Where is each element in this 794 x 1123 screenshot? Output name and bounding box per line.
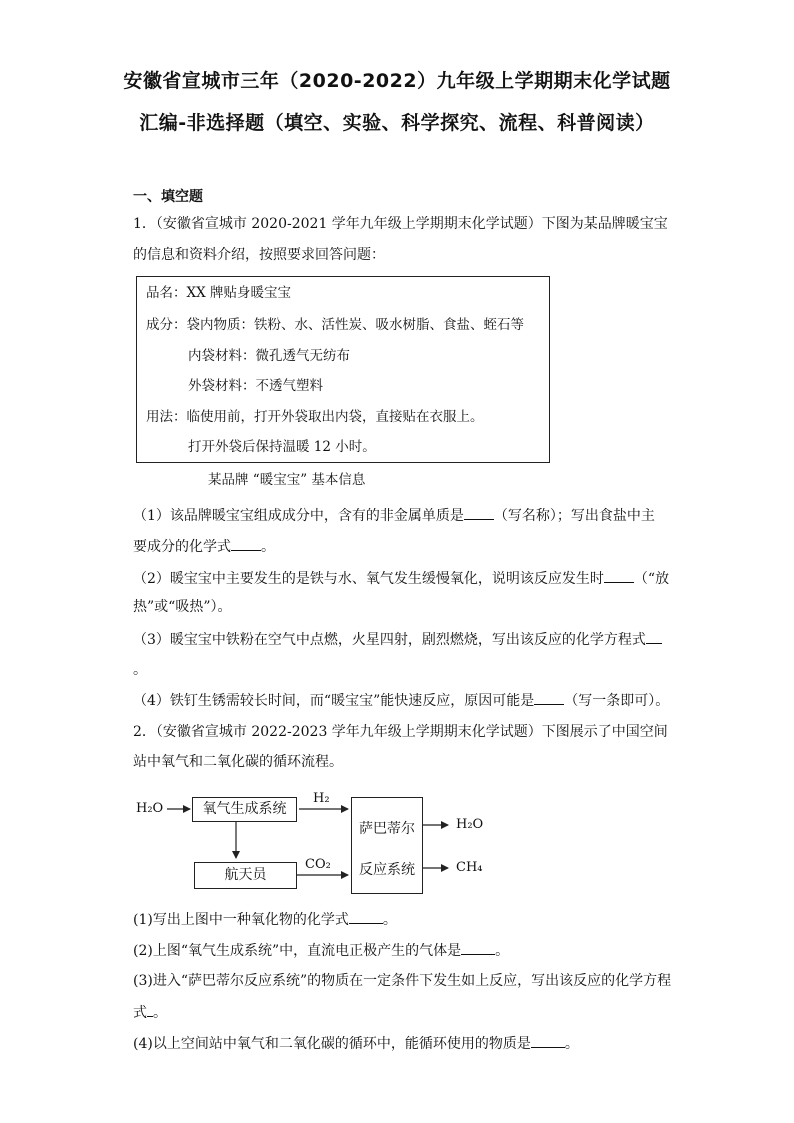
document-title-line-2: 汇编-非选择题（填空、实验、科学探究、流程、科普阅读）	[139, 112, 655, 134]
section-heading: 一、填空题	[133, 189, 203, 205]
q2-sub3-text-b: 式	[133, 1005, 147, 1021]
q2-sub1-line	[133, 909, 397, 930]
q1-sub3-text-a: （3）暖宝宝中铁粉在空气中点燃，火星四射，剧烈燃烧，写出该反应的化学方程式	[133, 632, 646, 648]
q1-sub1-text-c: 要成分的化学式	[133, 539, 231, 555]
info-outer-material: 外袋材料：不透气塑料	[188, 378, 323, 394]
q1-sub1-text-a: （1）该品牌暖宝宝组成成分中，含有的非金属单质是	[133, 508, 464, 524]
label-input-h2o: H₂O	[136, 801, 164, 816]
label-co2: CO₂	[305, 857, 331, 872]
q1-sub1-text-b: （写名称）；写出食盐中主	[493, 508, 655, 524]
box-oxygen-generation-system: 氧气生成系统	[192, 797, 297, 822]
q2-sub3-line-1: (3)进入“萨巴蒂尔反应系统”的物质在一定条件下发生如上反应，写出该反应的化学方程	[133, 973, 672, 989]
q2-sub1-text-a: (1)写出上图中一种氧化物的化学式	[133, 912, 349, 928]
q2-sub2-text-a: (2)上图“氧气生成系统”中，直流电正极产生的气体是	[133, 943, 462, 959]
info-usage-duration: 打开外袋后保持温暖 12 小时。	[188, 439, 376, 455]
q1-stem-line-2: 的信息和资料介绍，按照要求回答问题：	[133, 247, 385, 263]
info-ingredients: 成分：袋内物质：铁粉、水、活性炭、吸水树脂、食盐、蛭石等	[146, 317, 524, 333]
sabatier-label-line-1: 萨巴蒂尔	[359, 821, 415, 837]
q1-sub2-line-2: 热”或“吸热”）。	[133, 599, 232, 615]
info-usage: 用法：临使用前，打开外袋取出内袋，直接贴在衣服上。	[146, 409, 484, 425]
q2-sub2-line	[133, 940, 509, 961]
q1-sub3-line-2: 。	[133, 662, 147, 678]
q1-sub1-text-d: 。	[261, 539, 275, 555]
answer-blank[interactable]	[349, 909, 383, 924]
q2-sub2-text-b: 。	[495, 943, 510, 959]
q1-sub4-text-b: （写一条即可）。	[564, 693, 670, 709]
q1-stem-line-1: 1．（安徽省宣城市 2020-2021 学年九年级上学期期末化学试题）下图为某品牌暖宝宝	[133, 216, 668, 232]
info-product-name: 品名：XX 牌贴身暖宝宝	[146, 285, 292, 301]
q1-sub4-text-a: （4）铁钉生锈需较长时间，而“暖宝宝”能快速反应，原因可能是	[133, 693, 535, 709]
document-title-line-1: 安徽省宣城市三年（2020-2022）九年级上学期期末化学试题	[123, 70, 671, 92]
info-box-caption: 某品牌 “暖宝宝” 基本信息	[208, 472, 366, 488]
q1-sub2-text-b: （“放	[633, 571, 670, 587]
q2-sub3-text-c: 。	[153, 1005, 167, 1021]
box-sabatier-reaction-system	[351, 797, 423, 894]
label-output-ch4: CH₄	[456, 860, 483, 875]
q2-sub3-line-2	[133, 1002, 167, 1023]
q2-sub4-text-b: 。	[564, 1036, 579, 1052]
answer-blank[interactable]	[531, 1033, 565, 1048]
answer-blank[interactable]	[461, 940, 495, 955]
info-inner-material: 内袋材料：微孔透气无纺布	[188, 348, 350, 364]
q2-sub4-text-a: (4)以上空间站中氧气和二氧化碳的循环中，能循环使用的物质是	[133, 1036, 531, 1052]
q2-sub1-text-b: 。	[382, 912, 397, 928]
box-astronaut: 航天员	[194, 862, 297, 889]
q2-stem-line-2: 站中氧气和二氧化碳的循环流程。	[133, 754, 343, 770]
sabatier-label-line-2: 反应系统	[359, 862, 415, 878]
label-output-h2o: H₂O	[456, 817, 484, 832]
q2-sub4-line	[133, 1033, 579, 1054]
q1-sub2-text-a: （2）暖宝宝中主要发生的是铁与水、氧气发生缓慢氧化，说明该反应发生时	[133, 571, 604, 587]
q2-stem-line-1: 2．（安徽省宣城市 2022-2023 学年九年级上学期期末化学试题）下图展示了中国空间	[133, 724, 668, 740]
label-h2: H₂	[313, 791, 330, 806]
